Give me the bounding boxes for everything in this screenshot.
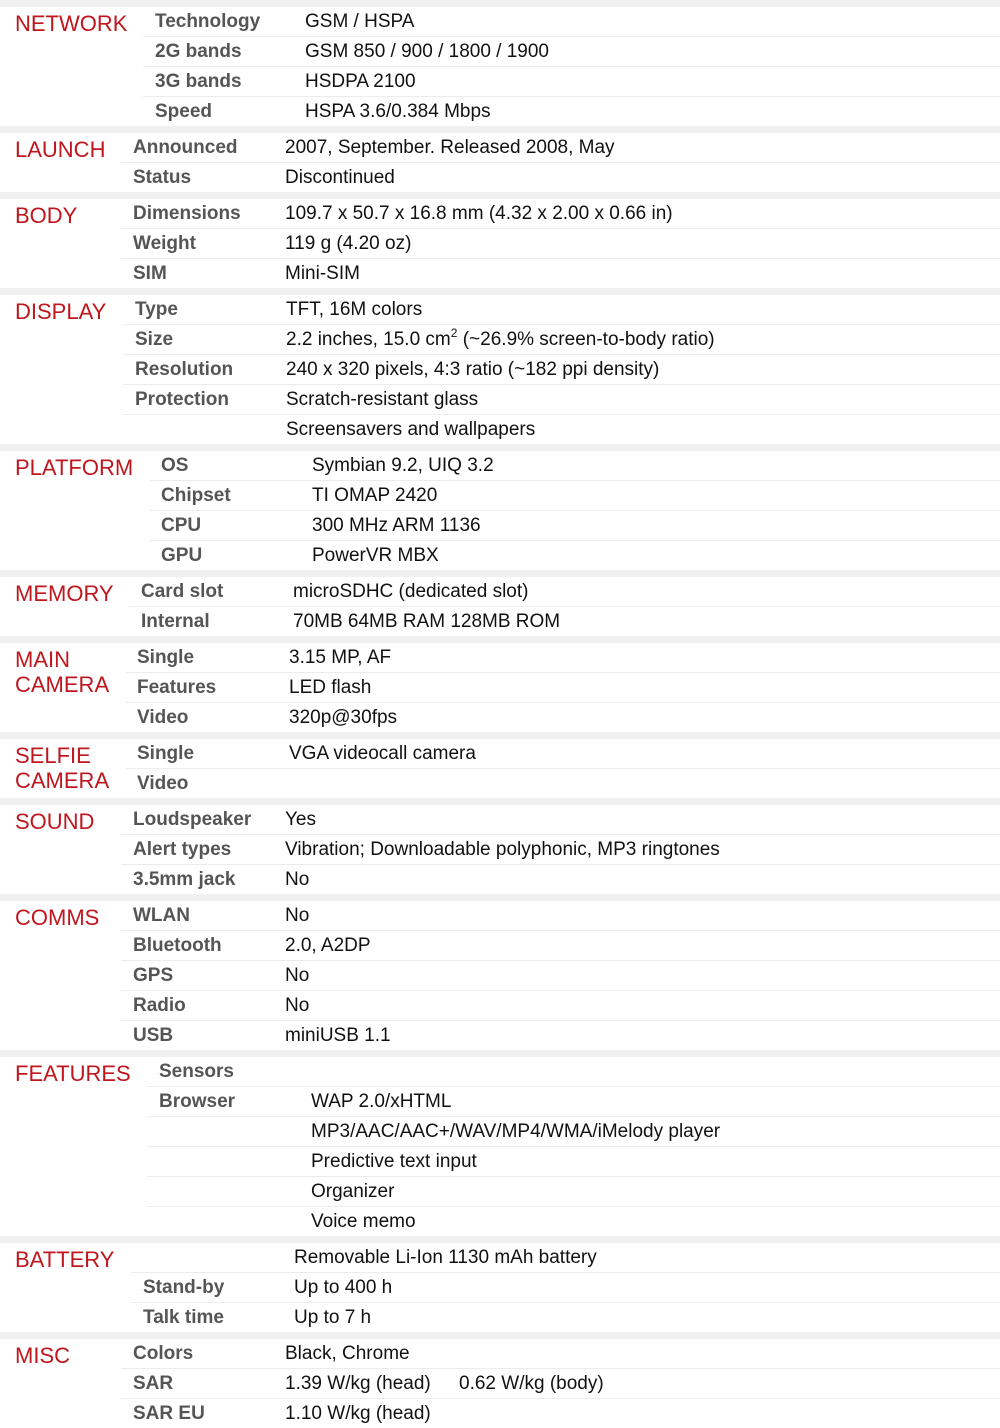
section-features	[0, 1057, 1000, 1236]
spec-value: Symbian 9.2, UIQ 3.2	[312, 455, 494, 476]
section-title-memory: MEMORY	[15, 581, 114, 606]
spec-row-size	[123, 325, 1000, 355]
spec-value: miniUSB 1.1	[285, 1025, 391, 1046]
spec-value: No	[285, 965, 310, 986]
spec-row-type	[123, 295, 1000, 325]
spec-row-sim	[121, 259, 1000, 288]
spec-row-announced	[121, 133, 1000, 163]
spec-row-browser	[147, 1087, 1000, 1117]
spec-label: Protection	[135, 389, 229, 410]
spec-label: SIM	[133, 263, 167, 284]
spec-row-weight	[121, 229, 1000, 259]
section-separator	[0, 1236, 1000, 1243]
spec-row-chipset	[149, 481, 1000, 511]
spec-value: 300 MHz ARM 1136	[312, 515, 481, 536]
section-separator	[0, 192, 1000, 199]
spec-row-player	[147, 1117, 1000, 1147]
spec-value: No	[285, 995, 310, 1016]
spec-label: Internal	[141, 611, 210, 632]
spec-value: LED flash	[289, 677, 372, 698]
spec-row-2g-bands	[143, 37, 1000, 67]
spec-row-talk-time	[131, 1303, 1000, 1332]
section-title-body: BODY	[15, 203, 78, 228]
section-title-selfie-camera: SELFIE CAMERA	[15, 743, 110, 793]
spec-value: WAP 2.0/xHTML	[311, 1091, 452, 1112]
section-separator	[0, 0, 1000, 7]
spec-row-sar	[121, 1369, 1000, 1399]
spec-value: No	[285, 905, 310, 926]
spec-value: No	[285, 869, 310, 890]
spec-label: Status	[133, 167, 192, 188]
spec-label: Alert types	[133, 839, 232, 860]
spec-label: Single	[137, 743, 195, 764]
spec-label: Colors	[133, 1343, 194, 1364]
spec-label: Dimensions	[133, 203, 241, 224]
section-misc	[0, 1339, 1000, 1428]
spec-row-resolution	[123, 355, 1000, 385]
size-unit-superscript: 2	[450, 326, 458, 340]
spec-label: Weight	[133, 233, 196, 254]
spec-label: Single	[137, 647, 195, 668]
spec-value: 320p@30fps	[289, 707, 398, 728]
spec-row-single	[125, 643, 1000, 673]
spec-row-wlan	[121, 901, 1000, 931]
spec-row-technology	[143, 7, 1000, 37]
section-title-misc: MISC	[15, 1343, 70, 1368]
spec-value: 109.7 x 50.7 x 16.8 mm (4.32 x 2.00 x 0.66 in)	[285, 203, 673, 224]
spec-value: Black, Chrome	[285, 1343, 410, 1364]
section-title-sound: SOUND	[15, 809, 95, 834]
spec-value: TFT, 16M colors	[286, 299, 423, 320]
spec-row-status	[121, 163, 1000, 192]
spec-label: Stand-by	[143, 1277, 225, 1298]
section-title-network: NETWORK	[15, 11, 128, 36]
section-comms	[0, 901, 1000, 1050]
spec-row-single	[125, 739, 1000, 769]
spec-row-video	[125, 769, 1000, 798]
spec-value: Mini-SIM	[285, 263, 360, 284]
spec-row-colors	[121, 1339, 1000, 1369]
spec-row-sar-eu	[121, 1399, 1000, 1428]
spec-label: Card slot	[141, 581, 224, 602]
section-title-features: FEATURES	[15, 1061, 131, 1086]
spec-label: Talk time	[143, 1307, 224, 1328]
section-separator	[0, 126, 1000, 133]
spec-row-gpu	[149, 541, 1000, 570]
spec-value	[286, 326, 715, 351]
section-separator	[0, 732, 1000, 739]
section-separator	[0, 894, 1000, 901]
section-title-launch: LAUNCH	[15, 137, 106, 162]
section-separator	[0, 1332, 1000, 1339]
spec-row-protection	[123, 385, 1000, 415]
section-title-display: DISPLAY	[15, 299, 107, 324]
section-separator	[0, 636, 1000, 643]
section-launch	[0, 133, 1000, 192]
section-memory	[0, 577, 1000, 636]
section-network	[0, 7, 1000, 126]
spec-value: Removable Li-Ion 1130 mAh battery	[294, 1247, 597, 1268]
spec-row-organizer	[147, 1177, 1000, 1207]
spec-value: Voice memo	[311, 1211, 416, 1232]
spec-value: microSDHC (dedicated slot)	[293, 581, 529, 602]
spec-label: GPS	[133, 965, 174, 986]
spec-row-3g-bands	[143, 67, 1000, 97]
spec-row-cpu	[149, 511, 1000, 541]
spec-label: USB	[133, 1025, 174, 1046]
section-title-comms: COMMS	[15, 905, 100, 930]
spec-value: Yes	[285, 809, 316, 830]
size-value-text: 2.2 inches, 15.0 cm	[286, 329, 451, 350]
spec-value: GSM 850 / 900 / 1800 / 1900	[305, 41, 550, 62]
section-platform	[0, 451, 1000, 570]
spec-label: 2G bands	[155, 41, 242, 62]
section-battery	[0, 1243, 1000, 1332]
spec-row-os	[149, 451, 1000, 481]
spec-label: Chipset	[161, 485, 231, 506]
spec-value-body: 0.62 W/kg (body)	[459, 1373, 604, 1394]
spec-label: GPU	[161, 545, 203, 566]
section-body	[0, 199, 1000, 288]
spec-value: 1.10 W/kg (head)	[285, 1403, 431, 1424]
section-separator	[0, 570, 1000, 577]
section-title-battery: BATTERY	[15, 1247, 115, 1272]
spec-row-dimensions	[121, 199, 1000, 229]
spec-row-speed	[143, 97, 1000, 126]
spec-value: TI OMAP 2420	[312, 485, 438, 506]
spec-value: HSPA 3.6/0.384 Mbps	[305, 101, 491, 122]
spec-value: 119 g (4.20 oz)	[285, 233, 412, 254]
section-separator	[0, 288, 1000, 295]
spec-value: MP3/AAC/AAC+/WAV/MP4/WMA/iMelody player	[311, 1121, 721, 1142]
spec-label: SAR EU	[133, 1403, 205, 1424]
spec-row-card-slot	[129, 577, 1000, 607]
spec-label: Video	[137, 707, 189, 728]
spec-value: Up to 7 h	[294, 1307, 372, 1328]
spec-row-alert-types	[121, 835, 1000, 865]
spec-label: Type	[135, 299, 178, 320]
section-title-main-camera: MAIN CAMERA	[15, 647, 110, 697]
spec-value: Screensavers and wallpapers	[286, 419, 536, 440]
spec-row-usb	[121, 1021, 1000, 1050]
spec-label: OS	[161, 455, 189, 476]
spec-value: 70MB 64MB RAM 128MB ROM	[293, 611, 561, 632]
spec-value: 3.15 MP, AF	[289, 647, 392, 668]
spec-row-battery-type	[131, 1243, 1000, 1273]
section-display	[0, 295, 1000, 444]
spec-label: Features	[137, 677, 217, 698]
spec-label: Technology	[155, 11, 261, 32]
spec-row-internal	[129, 607, 1000, 636]
spec-label: Sensors	[159, 1061, 234, 1082]
section-sound	[0, 805, 1000, 894]
spec-value: Discontinued	[285, 167, 395, 188]
spec-label: Size	[135, 329, 174, 350]
section-title-platform: PLATFORM	[15, 455, 134, 480]
spec-label: Bluetooth	[133, 935, 222, 956]
spec-value: Vibration; Downloadable polyphonic, MP3 ringtones	[285, 839, 720, 860]
spec-value: Scratch-resistant glass	[286, 389, 479, 410]
section-main-camera	[0, 643, 1000, 732]
spec-row-voice-memo	[147, 1207, 1000, 1236]
spec-label: Video	[137, 773, 189, 794]
spec-label: CPU	[161, 515, 202, 536]
spec-label: Speed	[155, 101, 213, 122]
spec-label: WLAN	[133, 905, 190, 926]
spec-label: 3.5mm jack	[133, 869, 236, 890]
spec-value: PowerVR MBX	[312, 545, 439, 566]
section-separator	[0, 1050, 1000, 1057]
spec-value: 2.0, A2DP	[285, 935, 371, 956]
spec-value: Organizer	[311, 1181, 395, 1202]
spec-row-radio	[121, 991, 1000, 1021]
spec-label: 3G bands	[155, 71, 242, 92]
spec-value: GSM / HSPA	[305, 11, 415, 32]
section-selfie-camera	[0, 739, 1000, 798]
spec-value: 1.39 W/kg (head)	[285, 1373, 431, 1394]
spec-row-bluetooth	[121, 931, 1000, 961]
spec-row-video	[125, 703, 1000, 732]
spec-row-text-input	[147, 1147, 1000, 1177]
spec-label: Loudspeaker	[133, 809, 252, 830]
section-separator	[0, 444, 1000, 451]
spec-value: VGA videocall camera	[289, 743, 476, 764]
spec-row-features	[125, 673, 1000, 703]
spec-label: SAR	[133, 1373, 174, 1394]
spec-label: Resolution	[135, 359, 234, 380]
section-separator	[0, 798, 1000, 805]
spec-value: Predictive text input	[311, 1151, 477, 1172]
spec-value: HSDPA 2100	[305, 71, 416, 92]
spec-row-loudspeaker	[121, 805, 1000, 835]
spec-label: Browser	[159, 1091, 236, 1112]
spec-label: Announced	[133, 137, 238, 158]
spec-row-display-extra	[123, 415, 1000, 444]
spec-value: 240 x 320 pixels, 4:3 ratio (~182 ppi density)	[286, 359, 660, 380]
spec-value: 2007, September. Released 2008, May	[285, 137, 615, 158]
spec-value: Up to 400 h	[294, 1277, 393, 1298]
spec-label: Radio	[133, 995, 186, 1016]
spec-row-sensors	[147, 1057, 1000, 1087]
spec-row-stand-by	[131, 1273, 1000, 1303]
size-value-suffix: (~26.9% screen-to-body ratio)	[457, 329, 715, 350]
spec-row-gps	[121, 961, 1000, 991]
spec-row-jack	[121, 865, 1000, 894]
